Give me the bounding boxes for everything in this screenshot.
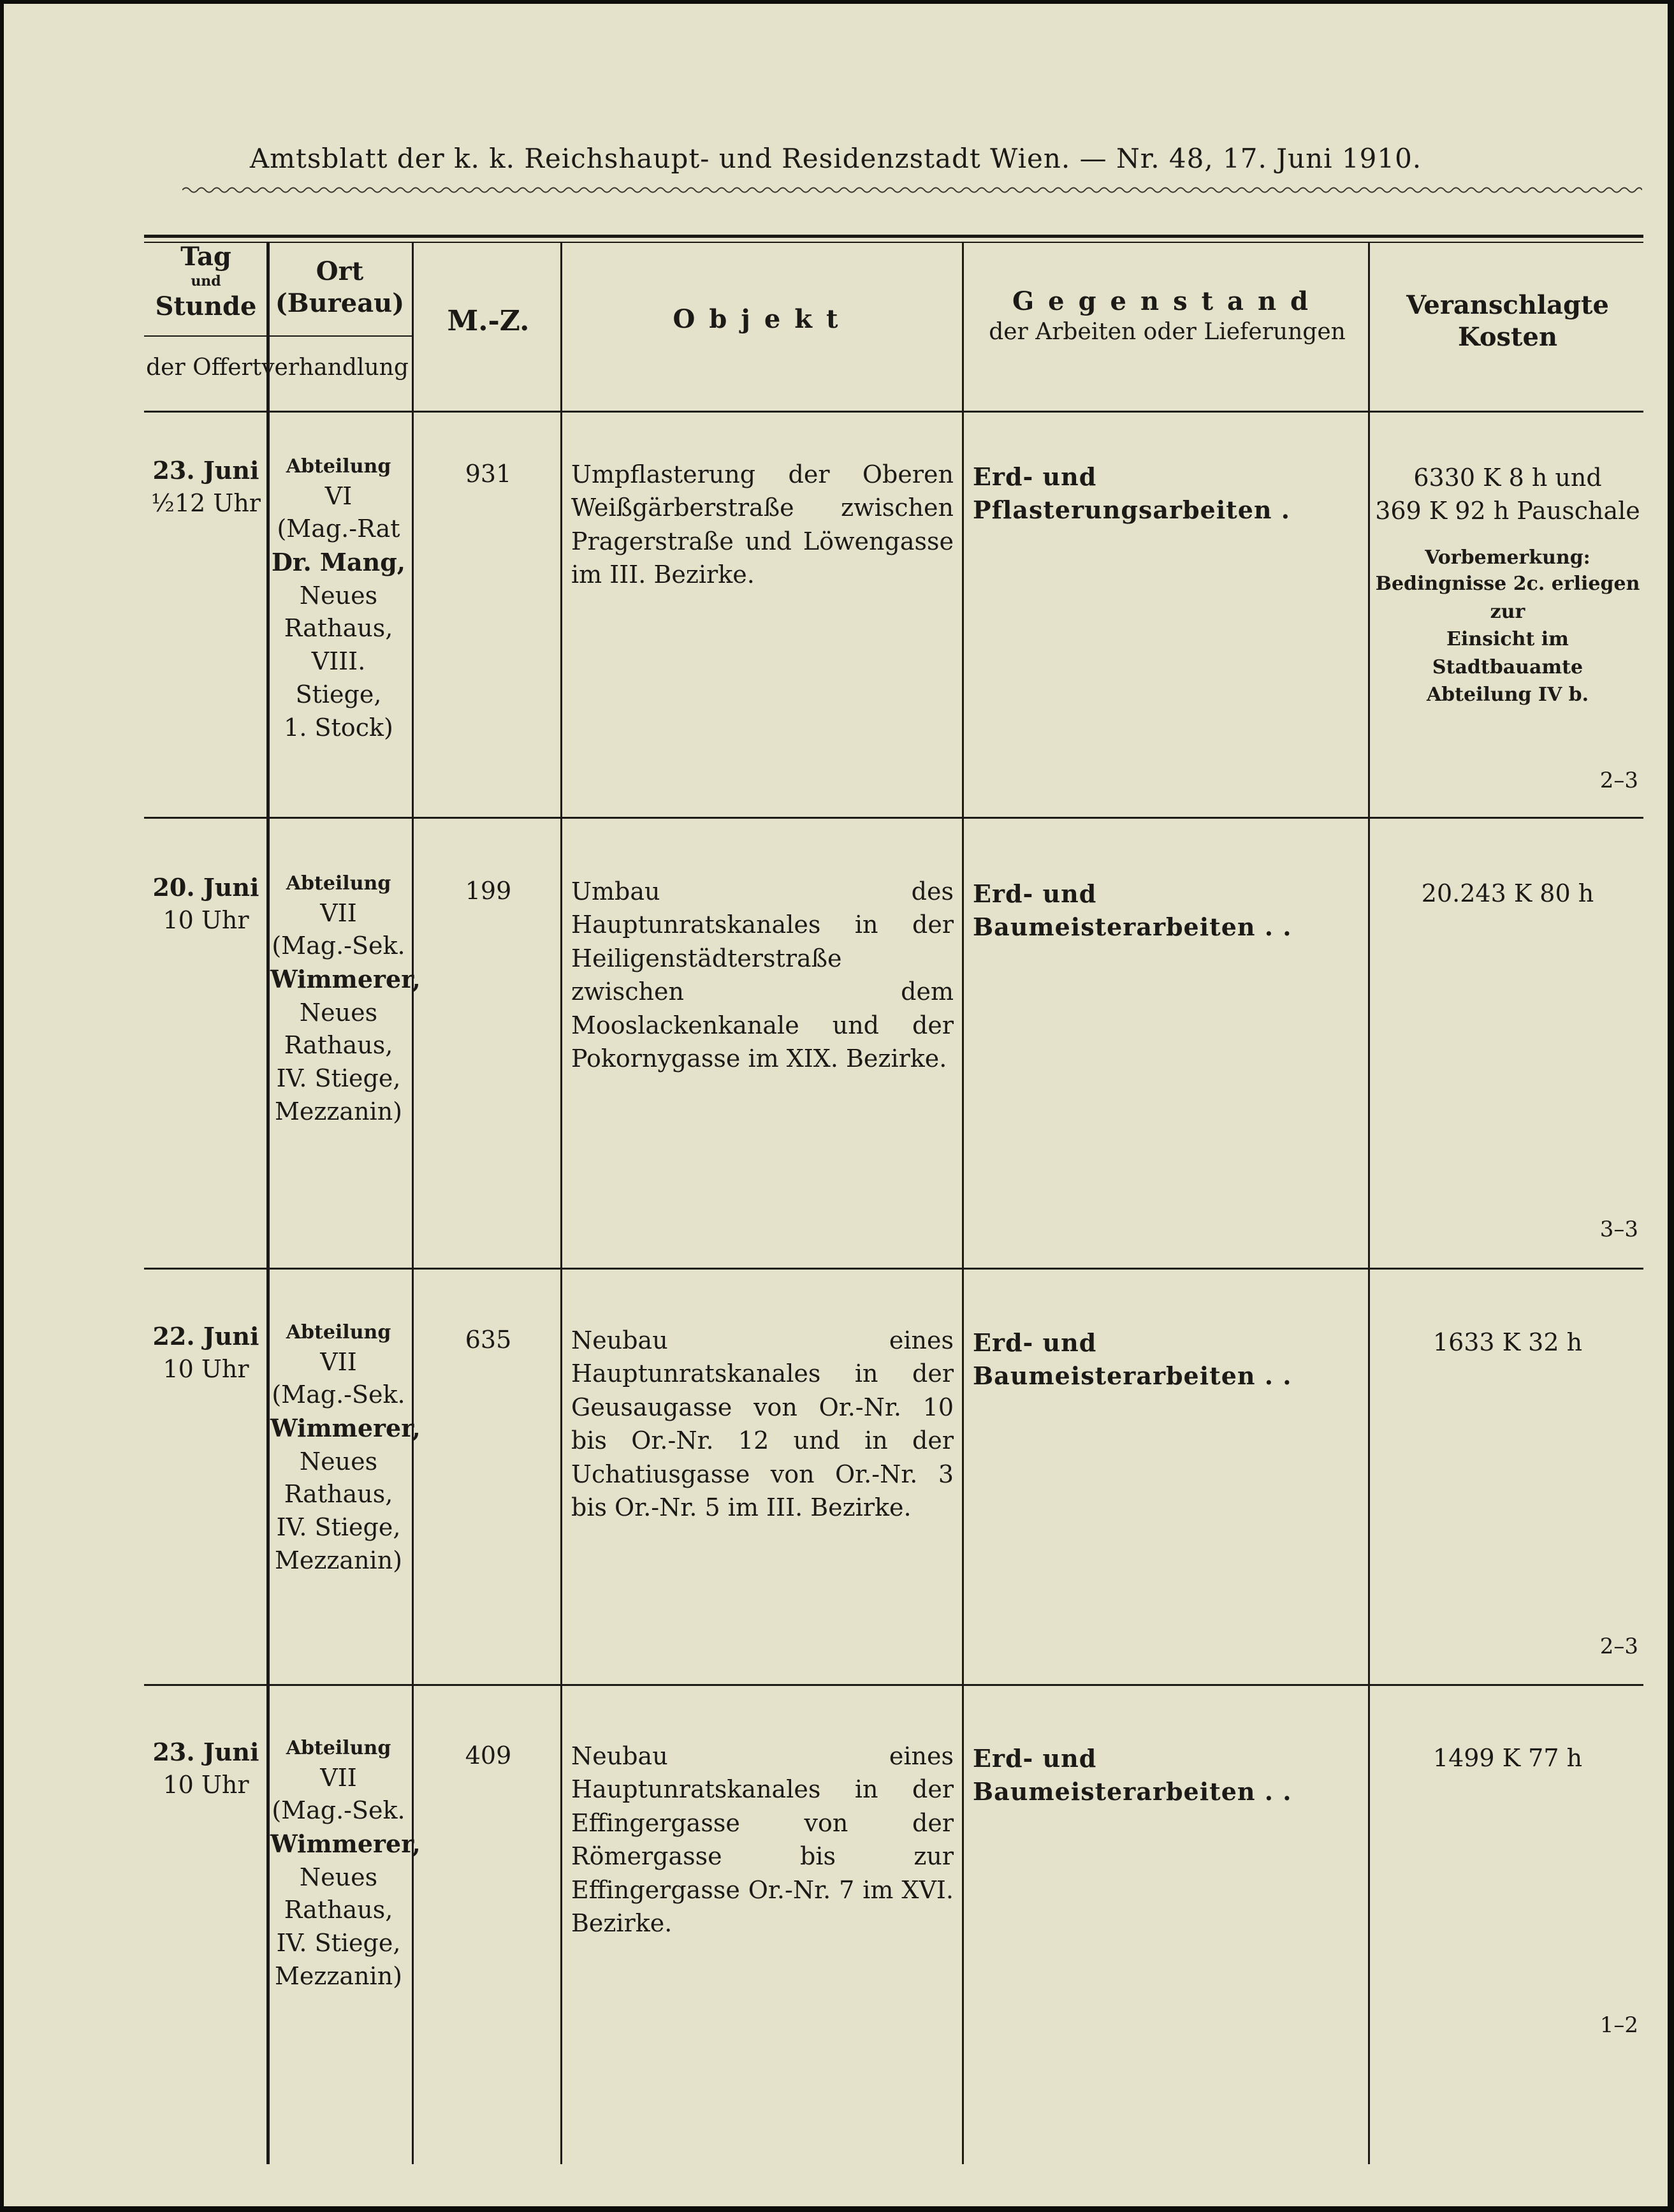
ort-cell bbox=[270, 1736, 421, 1993]
col-header-objekt: Objekt bbox=[673, 304, 852, 334]
ort-line: VII bbox=[320, 1347, 357, 1376]
col-header-kosten-2: Kosten bbox=[1457, 322, 1558, 352]
gegenstand-cell: Erd- und Baumeisterarbeiten . . bbox=[973, 1328, 1292, 1390]
row-divider bbox=[144, 1684, 1643, 1686]
document-page bbox=[4, 4, 1668, 2206]
kosten-line: 6330 K 8 h und bbox=[1413, 464, 1602, 492]
ort-line: (Mag.-Sek. bbox=[272, 932, 405, 960]
col-header-offertverhandlung: der Offertverhandlung bbox=[146, 355, 409, 381]
ort-line: Neues bbox=[299, 998, 378, 1027]
page-reference: 3–3 bbox=[1599, 1217, 1638, 1242]
kosten-cell bbox=[1374, 877, 1641, 911]
time: ½12 Uhr bbox=[151, 488, 261, 517]
page-reference: 2–3 bbox=[1599, 768, 1638, 793]
ort-line: Neues bbox=[299, 581, 378, 610]
date: 22. Juni bbox=[152, 1322, 259, 1351]
ort-cell bbox=[270, 1320, 421, 1578]
ort-cell bbox=[270, 871, 421, 1129]
ort-line: Stiege, bbox=[295, 680, 382, 708]
ort-line: Mezzanin) bbox=[274, 1546, 403, 1574]
gegenstand-cell: Erd- und Pflasterungsarbeiten . bbox=[973, 462, 1290, 524]
col-header-stunde: Stunde bbox=[155, 291, 257, 321]
gegenstand-cell: Erd- und Baumeisterarbeiten . . bbox=[973, 1744, 1292, 1806]
ort-line: VIII. bbox=[311, 647, 366, 676]
col-header-gegenstand-title: Gegenstand bbox=[1012, 286, 1323, 316]
column-divider bbox=[560, 242, 562, 2164]
ort-line: IV. Stiege, bbox=[276, 1513, 401, 1542]
kosten-line: 369 K 92 h Pauschale bbox=[1375, 496, 1640, 525]
col-header-und: und bbox=[191, 273, 221, 289]
col-header-mz: M.-Z. bbox=[447, 305, 530, 337]
kosten-cell bbox=[1374, 462, 1641, 709]
date: 23. Juni bbox=[152, 1738, 259, 1766]
ort-line: VI bbox=[324, 481, 353, 510]
time: 10 Uhr bbox=[163, 1770, 249, 1799]
ort-official-name: Wimmerer, bbox=[270, 1829, 421, 1859]
date-cell bbox=[145, 454, 266, 520]
date: 20. Juni bbox=[152, 873, 259, 902]
ort-line: Rathaus, bbox=[284, 1031, 393, 1060]
header-bottom-rule bbox=[144, 411, 1643, 413]
date-cell bbox=[145, 1320, 266, 1386]
time: 10 Uhr bbox=[163, 1354, 249, 1383]
ort-line: VII bbox=[320, 898, 357, 927]
ort-official-name: Wimmerer, bbox=[270, 1414, 421, 1443]
ort-line: Mezzanin) bbox=[274, 1097, 403, 1125]
gegenstand-cell: Erd- und Baumeisterarbeiten . . bbox=[973, 879, 1292, 941]
column-divider bbox=[412, 242, 414, 411]
table-top-rule-thin bbox=[144, 242, 1643, 243]
column-divider bbox=[962, 242, 964, 2164]
vorbemerkung-line: Abteilung IV b. bbox=[1426, 684, 1589, 707]
ort-line: Rathaus, bbox=[284, 1480, 393, 1509]
ort-line: Rathaus, bbox=[284, 1896, 393, 1924]
ort-line: Neues bbox=[299, 1447, 378, 1476]
row-divider bbox=[144, 817, 1643, 819]
page-header: Amtsblatt der k. k. Reichshaupt- und Residenzstadt Wien. — Nr. 48, 17. Juni 1910. bbox=[249, 143, 1422, 174]
ort-official-name: Dr. Mang, bbox=[271, 548, 406, 577]
row-divider bbox=[144, 1268, 1643, 1270]
col-header-ort bbox=[270, 256, 409, 319]
objekt-cell: Umbau des Hauptunratskanales in der Heiligenstädterstraße zwischen dem Mooslackenkanale und der Pokornygasse im XIX. Bezirke. bbox=[571, 877, 954, 1073]
date-cell bbox=[145, 1736, 266, 1801]
bleed-through bbox=[507, 335, 523, 393]
ort-line: (Mag.-Rat bbox=[277, 515, 400, 543]
ort-line: VII bbox=[320, 1763, 357, 1792]
col-header-gegenstand bbox=[966, 286, 1368, 346]
vorbemerkung-title: Vorbemerkung: bbox=[1425, 546, 1590, 569]
abteilung-label: Abteilung bbox=[286, 1737, 391, 1759]
col-header-gegenstand-sub: der Arbeiten oder Lieferungen bbox=[989, 319, 1346, 345]
kosten-cell bbox=[1374, 1326, 1641, 1359]
kosten-line: 1499 K 77 h bbox=[1432, 1744, 1583, 1772]
col-header-kosten-1: Veranschlagte bbox=[1406, 290, 1609, 320]
ort-line: 1. Stock) bbox=[284, 713, 393, 742]
col-header-kosten bbox=[1374, 289, 1641, 353]
objekt-cell: Umpflasterung der Oberen Weißgärberstraße zwischen Pragerstraße und Löwengasse im III. Bezirke. bbox=[571, 460, 954, 589]
ort-cell bbox=[270, 454, 407, 744]
column-divider bbox=[412, 411, 414, 2164]
header-subrule bbox=[144, 335, 412, 337]
vorbemerkung-line: Bedingnisse 2c. erliegen zur bbox=[1375, 573, 1640, 623]
kosten-cell bbox=[1374, 1742, 1641, 1775]
abteilung-label: Abteilung bbox=[286, 455, 391, 478]
column-divider bbox=[266, 242, 270, 2164]
col-header-bureau: (Bureau) bbox=[275, 288, 405, 318]
date: 23. Juni bbox=[152, 456, 259, 485]
table-top-rule bbox=[144, 235, 1643, 238]
objekt-cell: Neubau eines Hauptunratskanales in der Geusaugasse von Or.-Nr. 10 bis Or.-Nr. 12 und in der Uchatiusgasse von Or.-Nr. 3 bis Or.-Nr. 5 im III. Bezirke. bbox=[571, 1326, 954, 1522]
ort-line: Neues bbox=[299, 1863, 378, 1891]
ort-line: (Mag.-Sek. bbox=[272, 1796, 405, 1825]
time: 10 Uhr bbox=[163, 905, 249, 934]
abteilung-label: Abteilung bbox=[286, 872, 391, 895]
page-reference: 2–3 bbox=[1599, 1634, 1638, 1659]
wavy-rule bbox=[182, 184, 1642, 196]
objekt-cell: Neubau eines Hauptunratskanales in der Effingergasse von der Römergasse bis zur Effingergasse Or.-Nr. 7 im XVI. Bezirke. bbox=[571, 1742, 954, 1938]
ort-official-name: Wimmerer, bbox=[270, 965, 421, 994]
date-cell bbox=[145, 871, 266, 937]
column-divider bbox=[1368, 242, 1370, 2164]
ort-line: Mezzanin) bbox=[274, 1961, 403, 1990]
vorbemerkung-line: Einsicht im Stadtbauamte bbox=[1432, 628, 1583, 678]
ort-line: IV. Stiege, bbox=[276, 1929, 401, 1958]
ort-line: (Mag.-Sek. bbox=[272, 1381, 405, 1409]
col-header-tag: Tag bbox=[180, 242, 231, 272]
mz-cell: 931 bbox=[465, 460, 512, 488]
ort-line: Rathaus, bbox=[284, 614, 393, 643]
mz-cell: 635 bbox=[465, 1326, 512, 1354]
col-header-tag-stunde bbox=[145, 241, 266, 323]
page-reference: 1–2 bbox=[1599, 2012, 1638, 2038]
abteilung-label: Abteilung bbox=[286, 1321, 391, 1344]
col-header-ort-title: Ort bbox=[316, 256, 364, 286]
mz-cell: 409 bbox=[465, 1741, 512, 1769]
kosten-line: 20.243 K 80 h bbox=[1421, 879, 1594, 907]
ort-line: IV. Stiege, bbox=[276, 1064, 401, 1093]
mz-cell: 199 bbox=[465, 877, 512, 905]
kosten-line: 1633 K 32 h bbox=[1432, 1328, 1583, 1356]
